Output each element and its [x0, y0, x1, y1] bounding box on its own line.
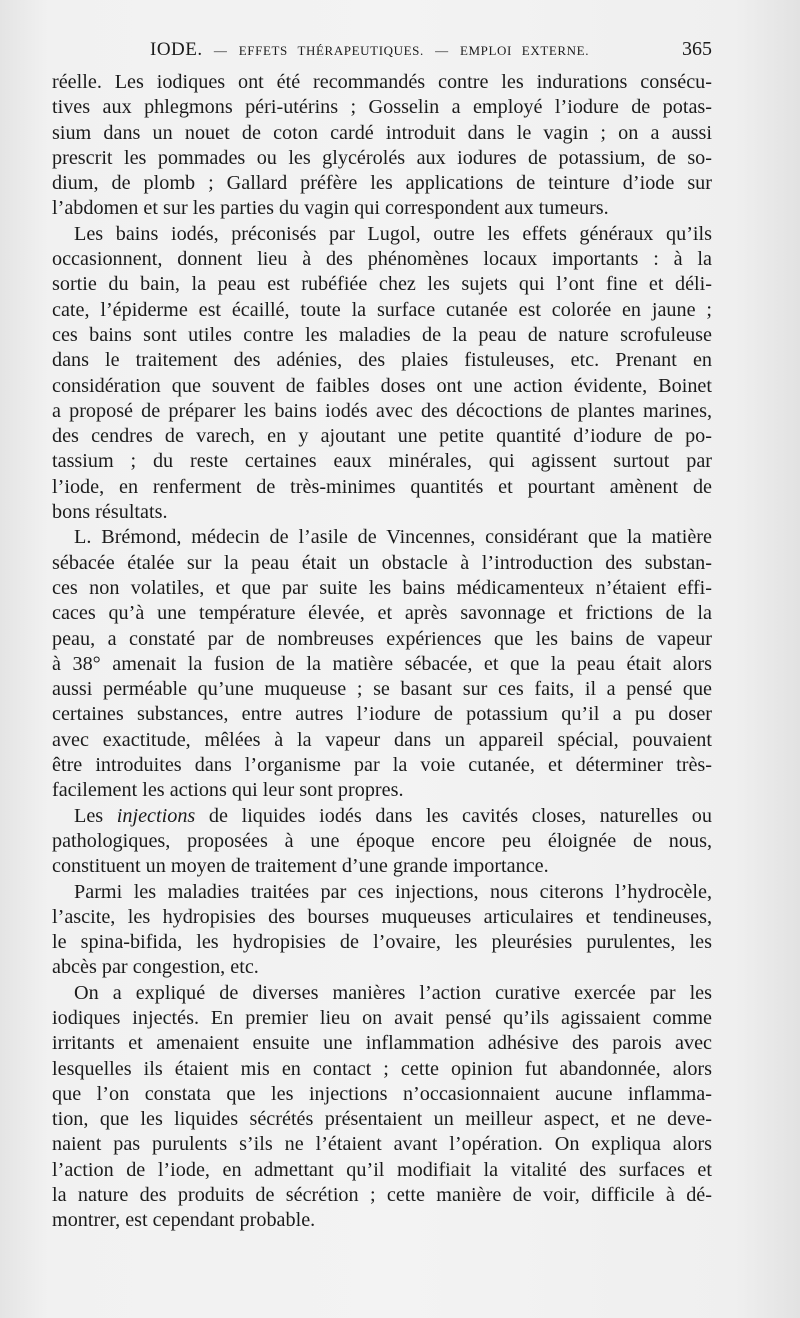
page-number: 365 [682, 38, 712, 60]
text-line: occasionnent, donnent lieu à des phénomènes locaux importants : à la [52, 248, 712, 271]
text-line: abcès par congestion, etc. [52, 956, 259, 979]
text-line: iodiques injectés. En premier lieu on avait pensé qu’ils agissaient comme [52, 1006, 712, 1029]
text-line: la nature des produits de sécrétion ; cette manière de voir, difficile à dé- [52, 1184, 712, 1207]
text-line: dans le traitement des adénies, des plaies fistuleuses, etc. Prenant en [52, 349, 712, 372]
text-line: des cendres de varech, en y ajoutant une petite quantité d’iodure de po- [52, 425, 712, 448]
text-line: caces qu’à une température élevée, et après savonnage et frictions de la [52, 602, 712, 625]
text-line: lesquelles ils étaient mis en contact ; cette opinion fut abandonnée, alors [52, 1057, 712, 1080]
text-line: être introduites dans l’organisme par la voie cutanée, et déterminer très- [52, 754, 712, 777]
text-line: à 38° amenait la fusion de la matière sébacée, et que la peau était alors [52, 652, 712, 675]
text-line: certaines substances, entre autres l’iodure de potassium qu’il a pu doser [52, 703, 712, 726]
text-line: que l’on constata que les injections n’occasionnaient aucune inflamma- [52, 1082, 712, 1105]
paragraph [52, 981, 712, 1234]
text-line: bons résultats. [52, 501, 168, 524]
text-line: L. Brémond, médecin de l’asile de Vincennes, considérant que la matière [74, 526, 712, 549]
paragraph [52, 880, 712, 981]
text-line: l’ascite, les hydropisies des bourses muqueuses articulaires et tendineuses, [52, 905, 712, 928]
text-line: peau, a constaté par de nombreuses expériences que les bains de vapeur [52, 627, 712, 650]
text-fragment: de liquides iodés dans les cavités closes, naturelles ou [195, 804, 712, 827]
text-line: considération que souvent de faibles doses ont une action évidente, Boinet [52, 374, 712, 397]
text-fragment: Les [74, 804, 117, 827]
text-line: montrer, est cependant probable. [52, 1209, 316, 1232]
text-line: ces bains sont utiles contre les maladies de la peau de nature scrofuleuse [52, 323, 712, 346]
chapter-title: IODE. [150, 39, 203, 60]
section-title: EFFETS THÉRAPEUTIQUES. [238, 43, 424, 58]
paragraph [52, 222, 712, 526]
text-line: constituent un moyen de traitement d’une grande importance. [52, 855, 549, 878]
paragraph [52, 804, 712, 880]
text-line: aussi perméable qu’une muqueuse ; se basant sur ces faits, il a pensé que [52, 678, 712, 701]
text-line: a proposé de préparer les bains iodés avec des décoctions de plantes marines, [52, 399, 712, 422]
text-line: avec exactitude, mêlées à la vapeur dans un appareil spécial, pouvaient [52, 728, 712, 751]
text-line: tion, que les liquides sécrétés présentaient un meilleur aspect, et ne deve- [52, 1108, 712, 1131]
text-line: sium dans un nouet de coton cardé introduit dans le vagin ; on a aussi [52, 121, 712, 144]
text-line: prescrit les pommades ou les glycérolés aux iodures de potassium, de so- [52, 146, 712, 169]
text-line: tassium ; du reste certaines eaux minérales, qui agissent surtout par [52, 450, 712, 473]
text-line: le spina-bifida, les hydropisies de l’ovaire, les pleurésies purulentes, les [52, 931, 712, 954]
text-line: pathologiques, proposées à une époque encore peu éloignée de nous, [52, 829, 712, 852]
text-line: sébacée étalée sur la peau était un obstacle à l’introduction des substan- [52, 551, 712, 574]
paragraph [52, 525, 712, 803]
text-line: Les bains iodés, préconisés par Lugol, outre les effets généraux qu’ils [74, 222, 712, 245]
paragraph [52, 70, 712, 222]
text-line: l’abdomen et sur les parties du vagin qui correspondent aux tumeurs. [52, 197, 609, 220]
body-text [52, 70, 712, 1234]
subsection-title: EMPLOI EXTERNE. [459, 43, 590, 58]
header-dash: — [213, 43, 228, 58]
text-line: facilement les actions qui leur sont propres. [52, 779, 404, 802]
text-line: Parmi les maladies traitées par ces injections, nous citerons l’hydrocèle, [74, 880, 712, 903]
text-line: l’iode, en renferment de très-minimes quantités et pourtant amènent de [52, 475, 712, 498]
text-line: réelle. Les iodiques ont été recommandés contre les indurations consécu- [52, 71, 712, 93]
text-line: On a expliqué de diverses manières l’action curative exercée par les [74, 981, 712, 1004]
emphasis-term: injections [116, 804, 196, 827]
text-line [52, 804, 712, 829]
running-header [150, 38, 712, 66]
text-line: sortie du bain, la peau est rubéfiée chez les sujets qui l’ont fine et déli- [52, 273, 712, 296]
text-line: ces non volatiles, et que par suite les bains médicamenteux n’étaient effi- [52, 576, 712, 599]
running-title [150, 39, 589, 61]
text-line: dium, de plomb ; Gallard préfère les applications de teinture d’iode sur [52, 172, 712, 195]
text-line: l’action de l’iode, en admettant qu’il modifiait la vitalité des surfaces et [52, 1158, 712, 1181]
text-line: irritants et amenaient ensuite une inflammation adhésive des parois avec [52, 1032, 712, 1055]
text-line: naient pas purulents s’ils ne l’étaient avant l’opération. On expliqua alors [52, 1133, 712, 1156]
text-line: tives aux phlegmons péri-utérins ; Gosselin a employé l’iodure de potas- [52, 96, 712, 119]
text-line: cate, l’épiderme est écaillé, toute la surface cutanée est colorée en jaune ; [52, 298, 712, 321]
header-dash: — [435, 43, 449, 58]
